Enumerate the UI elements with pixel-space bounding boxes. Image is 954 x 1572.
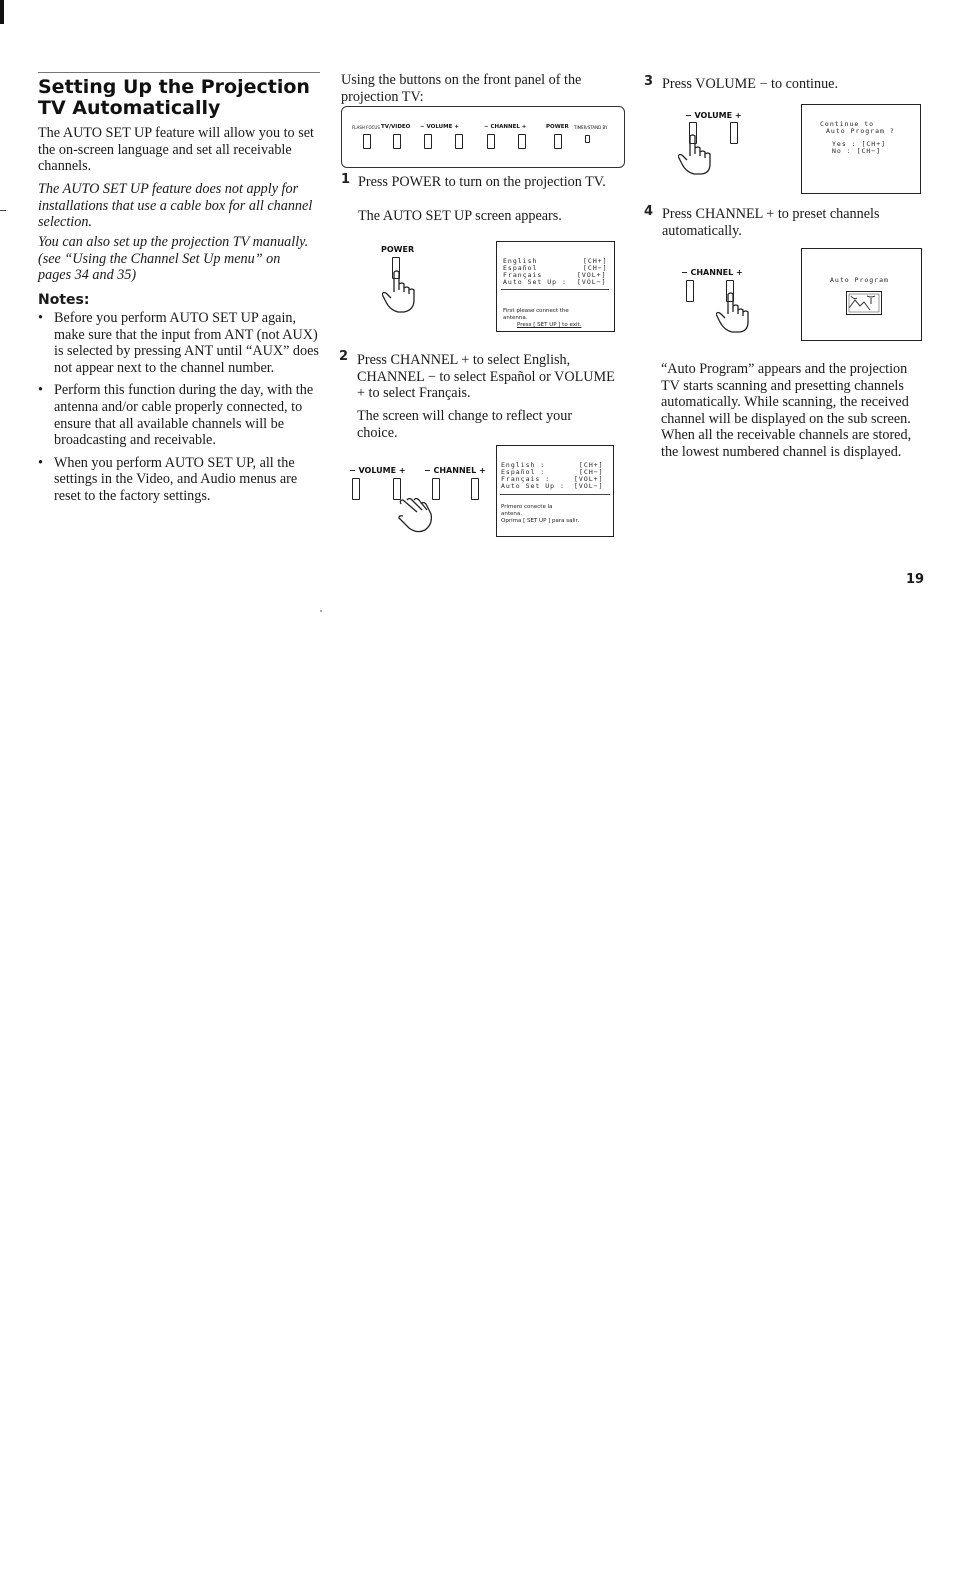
channel-minus-button[interactable] — [487, 134, 495, 149]
yes-option: Yes : [CH+] — [832, 140, 887, 148]
pressing-hand-icon — [382, 270, 418, 314]
menu-option-key: [CH+] — [579, 461, 604, 469]
step-number: 4 — [644, 204, 654, 219]
scan-speck — [320, 610, 322, 612]
step4-text: Press CHANNEL + to preset channels automatically. — [662, 206, 880, 239]
auto-program-question: Auto Program ? — [826, 127, 895, 135]
menu-option-label: Español — [503, 264, 538, 272]
front-panel-intro: Using the buttons on the front panel of the projection TV: — [341, 72, 582, 105]
menu-option-key: [CH+] — [583, 257, 608, 265]
screen-divider — [500, 494, 610, 495]
menu-option-label: Français — [503, 271, 543, 279]
continue-text: Continue to — [820, 120, 875, 128]
pointing-hand-icon — [398, 498, 436, 534]
menu-option-label: English — [503, 257, 538, 265]
power-button[interactable] — [554, 134, 562, 149]
manual-setup-note: You can also set up the projection TV manually. (see “Using the Channel Set Up menu” on pages 34 and 35) — [38, 234, 309, 284]
auto-program-description: “Auto Program” appears and the projection TV starts scanning and presetting channels automatically. While scanning, the received channel will be displayed on the sub screen. When all the receivable channels are stored, the lowest numbered channel is displayed. — [661, 361, 912, 460]
notes-list — [38, 310, 320, 511]
timer-indicator — [585, 135, 590, 143]
channel-label: − CHANNEL + — [484, 124, 527, 130]
step-number: 2 — [339, 349, 349, 364]
channel-key-label: − CHANNEL + — [424, 466, 486, 475]
screen-divider — [501, 289, 609, 290]
menu-option-key: [VOL+] — [574, 475, 604, 483]
flash-focus-button[interactable] — [363, 134, 371, 149]
volume-minus-button[interactable] — [424, 134, 432, 149]
volume-key-label: − VOLUME + — [685, 111, 742, 120]
volume-plus-key[interactable] — [730, 122, 738, 144]
menu-option-label: Español : — [501, 468, 546, 476]
channel-minus-key[interactable] — [686, 280, 694, 302]
menu-option-key: [VOL−] — [577, 278, 607, 286]
flash-focus-label: FLASH FOCUS — [352, 125, 380, 130]
power-label: POWER — [546, 124, 569, 130]
menu-option-label: Auto Set Up : — [501, 482, 565, 490]
step2-text: Press CHANNEL + to select English, CHANNEL − to select Español or VOLUME + to select Français. — [357, 352, 615, 402]
step1-text2: The AUTO SET UP screen appears. — [358, 208, 562, 224]
pressing-hand-icon — [678, 134, 714, 176]
channel-key-label: − CHANNEL + — [681, 268, 743, 277]
screen-footer-exit: Oprima [ SET UP ] para salir. — [501, 518, 580, 524]
tv-video-button[interactable] — [393, 134, 401, 149]
pressing-hand-icon — [716, 292, 752, 334]
sub-screen — [846, 291, 882, 315]
menu-option-label: Auto Set Up : — [503, 278, 567, 286]
note-item: • Perform this function during the day, with the antenna and/or cable properly connected, to ensure that all available channels will be broadcasting and receivable. — [38, 382, 320, 448]
auto-setup-screen — [496, 241, 615, 332]
step-number: 3 — [644, 74, 654, 89]
menu-option-label: English : — [501, 461, 546, 469]
sub-screen-picture-icon — [847, 292, 881, 314]
no-option: No : [CH−] — [832, 147, 882, 155]
page-number: 19 — [906, 572, 925, 587]
menu-option-key: [CH−] — [579, 468, 604, 476]
intro-paragraph: The AUTO SET UP feature will allow you to set the on-screen language and set all receivable channels. — [38, 125, 314, 175]
page-title: Setting Up the Projection TV Automatically — [38, 76, 310, 119]
menu-option-key: [VOL+] — [577, 271, 607, 279]
screen-footer-message: Primero conecte la antena. — [501, 504, 553, 517]
cable-box-note: The AUTO SET UP feature does not apply for installations that use a cable box for all channel selection. — [38, 181, 313, 231]
note-item: • Before you perform AUTO SET UP again, make sure that the input from ANT (not AUX) is selected by pressing ANT until “AUX” does not appear next to the channel number. — [38, 310, 320, 376]
volume-plus-key[interactable] — [393, 478, 401, 500]
screen-footer-exit: Press [ SET UP ] to exit. — [517, 322, 582, 328]
volume-label: − VOLUME + — [420, 124, 459, 130]
note-item: • When you perform AUTO SET UP, all the settings in the Video, and Audio menus are reset to the factory settings. — [38, 455, 320, 505]
margin-tick — [0, 210, 6, 211]
auto-program-screen — [801, 248, 922, 341]
volume-key-label: − VOLUME + — [349, 466, 406, 475]
auto-program-label: Auto Program — [830, 276, 889, 284]
menu-option-key: [VOL−] — [574, 482, 604, 490]
tv-video-label: TV/VIDEO — [381, 124, 411, 130]
step2-text2: The screen will change to reflect your choice. — [357, 408, 573, 441]
timer-label: TIMER/STAND BY — [574, 125, 608, 130]
step-number: 1 — [341, 172, 351, 187]
channel-minus-key[interactable] — [432, 478, 440, 500]
binding-edge-mark — [0, 0, 4, 24]
volume-minus-key[interactable] — [352, 478, 360, 500]
step3-text: Press VOLUME − to continue. — [662, 76, 839, 92]
channel-plus-key[interactable] — [471, 478, 479, 500]
continue-screen — [801, 104, 921, 194]
language-screen — [496, 445, 614, 537]
menu-option-label: Français : — [501, 475, 551, 483]
channel-plus-button[interactable] — [518, 134, 526, 149]
menu-option-key: [CH−] — [583, 264, 608, 272]
power-key-label: POWER — [381, 245, 415, 254]
step1-text: Press POWER to turn on the projection TV. — [358, 174, 606, 190]
notes-heading: Notes: — [38, 292, 90, 308]
screen-footer-message: First please connect the antenna. — [503, 308, 569, 321]
volume-plus-button[interactable] — [455, 134, 463, 149]
title-rule — [38, 72, 320, 73]
front-panel-diagram — [341, 106, 625, 168]
